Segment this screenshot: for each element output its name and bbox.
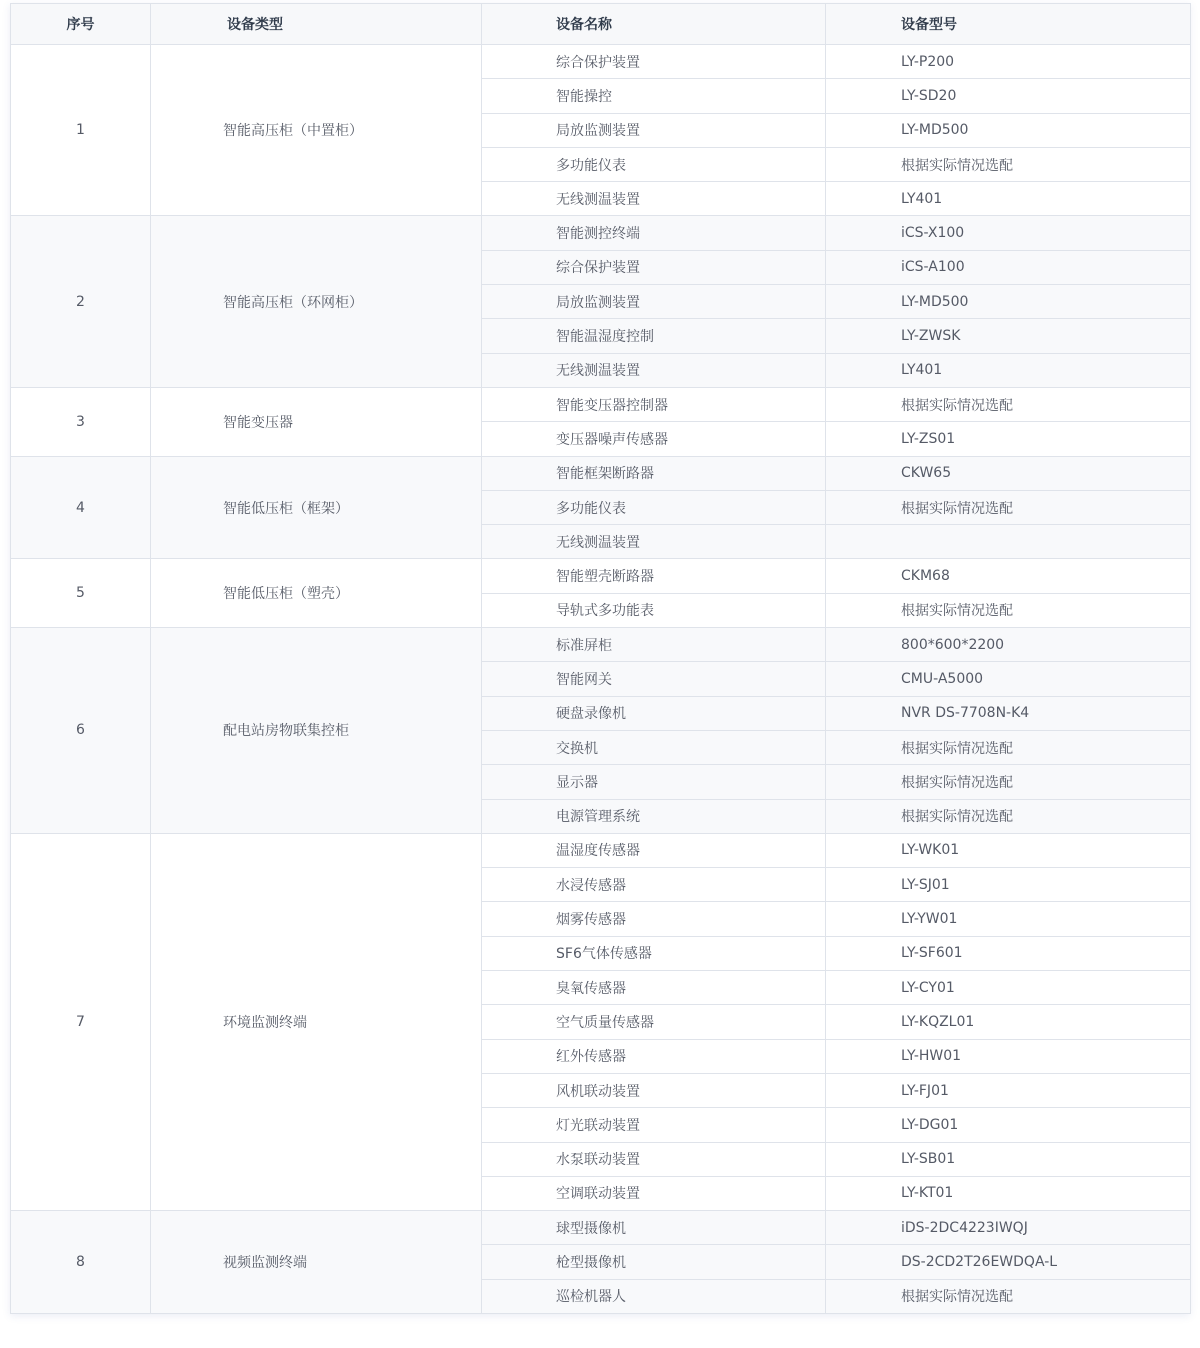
cell-model: CMU-A5000 <box>826 662 1191 696</box>
cell-name: 无线测温装置 <box>482 525 826 559</box>
cell-model: 800*600*2200 <box>826 628 1191 662</box>
table-header <box>11 4 1191 45</box>
cell-no: 7 <box>11 833 151 1210</box>
cell-name: 温湿度传感器 <box>482 833 826 867</box>
table-row <box>11 628 1191 662</box>
header-row <box>11 4 1191 45</box>
cell-name: 变压器噪声传感器 <box>482 422 826 456</box>
cell-name: 巡检机器人 <box>482 1279 826 1313</box>
cell-model <box>826 525 1191 559</box>
table-body <box>11 45 1191 1314</box>
cell-type: 智能低压柜（框架） <box>151 456 482 559</box>
cell-no: 1 <box>11 45 151 216</box>
cell-model: LY-KT01 <box>826 1176 1191 1210</box>
cell-model: 根据实际情况选配 <box>826 387 1191 421</box>
cell-model: LY-SJ01 <box>826 868 1191 902</box>
cell-name: 电源管理系统 <box>482 799 826 833</box>
table-row <box>11 833 1191 867</box>
cell-model: 根据实际情况选配 <box>826 799 1191 833</box>
cell-model: LY-KQZL01 <box>826 1005 1191 1039</box>
cell-model: LY-P200 <box>826 45 1191 79</box>
cell-name: 无线测温装置 <box>482 353 826 387</box>
cell-model: CKW65 <box>826 456 1191 490</box>
cell-name: 智能操控 <box>482 79 826 113</box>
header-type: 设备类型 <box>151 4 482 45</box>
cell-name: 空调联动装置 <box>482 1176 826 1210</box>
cell-name: 智能测控终端 <box>482 216 826 250</box>
cell-model: 根据实际情况选配 <box>826 730 1191 764</box>
cell-name: 多功能仪表 <box>482 147 826 181</box>
cell-name: 臭氧传感器 <box>482 971 826 1005</box>
table-row <box>11 216 1191 250</box>
table-row <box>11 387 1191 421</box>
cell-model: iCS-A100 <box>826 250 1191 284</box>
header-model: 设备型号 <box>826 4 1191 45</box>
cell-no: 3 <box>11 387 151 456</box>
cell-no: 6 <box>11 628 151 834</box>
cell-model: LY-CY01 <box>826 971 1191 1005</box>
cell-model: LY-SD20 <box>826 79 1191 113</box>
cell-name: 局放监测装置 <box>482 113 826 147</box>
cell-name: 无线测温装置 <box>482 182 826 216</box>
cell-type: 环境监测终端 <box>151 833 482 1210</box>
cell-name: 球型摄像机 <box>482 1211 826 1245</box>
cell-model: 根据实际情况选配 <box>826 593 1191 627</box>
cell-name: 空气质量传感器 <box>482 1005 826 1039</box>
cell-model: LY-SB01 <box>826 1142 1191 1176</box>
cell-name: 智能变压器控制器 <box>482 387 826 421</box>
cell-no: 2 <box>11 216 151 387</box>
cell-type: 智能高压柜（中置柜） <box>151 45 482 216</box>
cell-model: LY-ZS01 <box>826 422 1191 456</box>
cell-name: 风机联动装置 <box>482 1073 826 1107</box>
cell-model: LY-SF601 <box>826 936 1191 970</box>
cell-name: 灯光联动装置 <box>482 1108 826 1142</box>
cell-name: 导轨式多功能表 <box>482 593 826 627</box>
cell-name: 水浸传感器 <box>482 868 826 902</box>
equipment-table <box>10 3 1191 1314</box>
cell-model: 根据实际情况选配 <box>826 147 1191 181</box>
cell-name: 智能温湿度控制 <box>482 319 826 353</box>
cell-name: 智能网关 <box>482 662 826 696</box>
cell-name: 综合保护装置 <box>482 250 826 284</box>
cell-type: 智能低压柜（塑壳） <box>151 559 482 628</box>
cell-name: 标准屏柜 <box>482 628 826 662</box>
cell-name: 综合保护装置 <box>482 45 826 79</box>
cell-no: 5 <box>11 559 151 628</box>
table-row <box>11 1211 1191 1245</box>
cell-name: 显示器 <box>482 765 826 799</box>
cell-model: CKM68 <box>826 559 1191 593</box>
cell-name: 硬盘录像机 <box>482 696 826 730</box>
cell-name: 红外传感器 <box>482 1039 826 1073</box>
cell-name: 枪型摄像机 <box>482 1245 826 1279</box>
table-row <box>11 559 1191 593</box>
header-no: 序号 <box>11 4 151 45</box>
cell-model: LY-DG01 <box>826 1108 1191 1142</box>
cell-model: LY-HW01 <box>826 1039 1191 1073</box>
cell-model: LY-YW01 <box>826 902 1191 936</box>
table-row <box>11 45 1191 79</box>
cell-model: iDS-2DC4223IWQJ <box>826 1211 1191 1245</box>
cell-model: LY401 <box>826 353 1191 387</box>
cell-type: 智能高压柜（环网柜） <box>151 216 482 387</box>
cell-model: iCS-X100 <box>826 216 1191 250</box>
cell-model: DS-2CD2T26EWDQA-L <box>826 1245 1191 1279</box>
cell-model: LY-MD500 <box>826 113 1191 147</box>
cell-model: LY-WK01 <box>826 833 1191 867</box>
cell-model: LY-ZWSK <box>826 319 1191 353</box>
cell-model: 根据实际情况选配 <box>826 765 1191 799</box>
table-row <box>11 456 1191 490</box>
cell-name: 智能塑壳断路器 <box>482 559 826 593</box>
cell-model: LY-FJ01 <box>826 1073 1191 1107</box>
cell-name: 局放监测装置 <box>482 285 826 319</box>
cell-model: 根据实际情况选配 <box>826 1279 1191 1313</box>
cell-model: LY-MD500 <box>826 285 1191 319</box>
equipment-table-container <box>10 3 1190 1314</box>
cell-model: 根据实际情况选配 <box>826 490 1191 524</box>
cell-name: 烟雾传感器 <box>482 902 826 936</box>
cell-name: 交换机 <box>482 730 826 764</box>
cell-name: SF6气体传感器 <box>482 936 826 970</box>
cell-name: 水泵联动装置 <box>482 1142 826 1176</box>
cell-name: 智能框架断路器 <box>482 456 826 490</box>
cell-type: 配电站房物联集控柜 <box>151 628 482 834</box>
cell-no: 8 <box>11 1211 151 1314</box>
header-name: 设备名称 <box>482 4 826 45</box>
cell-model: NVR DS-7708N-K4 <box>826 696 1191 730</box>
cell-model: LY401 <box>826 182 1191 216</box>
cell-no: 4 <box>11 456 151 559</box>
cell-type: 视频监测终端 <box>151 1211 482 1314</box>
cell-type: 智能变压器 <box>151 387 482 456</box>
cell-name: 多功能仪表 <box>482 490 826 524</box>
